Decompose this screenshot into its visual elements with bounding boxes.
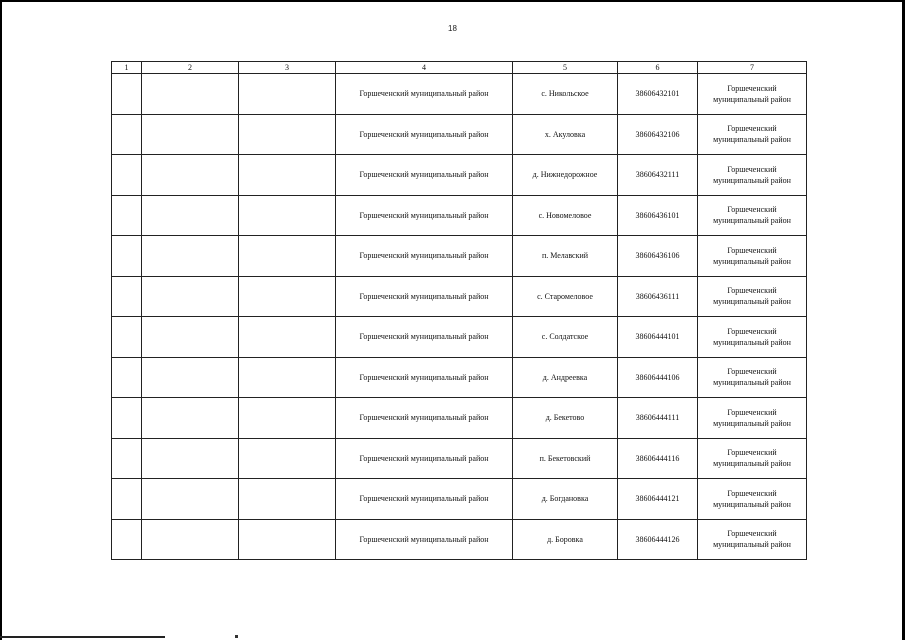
cell-col-3	[239, 155, 336, 196]
cell-oktmo-code: 38606444126	[618, 519, 698, 560]
municipality-line-1: Горшеченский	[727, 124, 777, 134]
cell-district: Горшеченский муниципальный район	[336, 236, 513, 277]
column-header: 5	[513, 62, 618, 74]
cell-col-1	[112, 438, 142, 479]
cell-col-3	[239, 276, 336, 317]
cell-oktmo-code: 38606432101	[618, 74, 698, 115]
cell-col-3	[239, 317, 336, 358]
scan-border-left	[0, 0, 2, 640]
municipality-line-1: Горшеченский	[727, 367, 777, 377]
cell-oktmo-code: 38606436101	[618, 195, 698, 236]
cell-district: Горшеченский муниципальный район	[336, 195, 513, 236]
cell-col-3	[239, 114, 336, 155]
cell-district: Горшеченский муниципальный район	[336, 74, 513, 115]
table-row	[112, 74, 807, 115]
municipality-line-1: Горшеченский	[727, 529, 777, 539]
cell-col-2	[142, 398, 239, 439]
municipality-line-1: Горшеченский	[727, 286, 777, 296]
cell-col-2	[142, 479, 239, 520]
cell-settlement: с. Старомеловое	[513, 276, 618, 317]
cell-col-2	[142, 357, 239, 398]
cell-col-1	[112, 155, 142, 196]
cell-col-3	[239, 357, 336, 398]
cell-col-2	[142, 236, 239, 277]
cell-settlement: с. Солдатское	[513, 317, 618, 358]
cell-oktmo-code: 38606432111	[618, 155, 698, 196]
cell-col-2	[142, 438, 239, 479]
municipality-line-1: Горшеченский	[727, 205, 777, 215]
municipality-line-2: муниципальный район	[713, 297, 791, 307]
municipality-line-2: муниципальный район	[713, 499, 791, 509]
cell-municipality	[698, 357, 807, 398]
table-header-row	[112, 62, 807, 74]
cell-settlement: п. Мелавский	[513, 236, 618, 277]
cell-settlement: с. Никольское	[513, 74, 618, 115]
cell-municipality	[698, 236, 807, 277]
cell-municipality	[698, 519, 807, 560]
cell-district: Горшеченский муниципальный район	[336, 438, 513, 479]
table-row	[112, 114, 807, 155]
cell-district: Горшеченский муниципальный район	[336, 317, 513, 358]
column-header: 2	[142, 62, 239, 74]
cell-col-1	[112, 398, 142, 439]
scan-mark-bottom	[0, 636, 165, 638]
cell-district: Горшеченский муниципальный район	[336, 398, 513, 439]
municipality-line-1: Горшеченский	[727, 83, 777, 93]
municipality-line-2: муниципальный район	[713, 216, 791, 226]
column-header: 4	[336, 62, 513, 74]
table-row	[112, 317, 807, 358]
scan-border-top	[0, 0, 905, 2]
municipality-line-2: муниципальный район	[713, 175, 791, 185]
cell-settlement: п. Бекетовский	[513, 438, 618, 479]
cell-col-2	[142, 519, 239, 560]
cell-municipality	[698, 317, 807, 358]
municipality-line-1: Горшеченский	[727, 448, 777, 458]
cell-col-2	[142, 276, 239, 317]
cell-col-2	[142, 195, 239, 236]
table-row	[112, 155, 807, 196]
cell-col-3	[239, 236, 336, 277]
table-row	[112, 357, 807, 398]
municipality-line-2: муниципальный район	[713, 378, 791, 388]
cell-settlement: д. Бекетово	[513, 398, 618, 439]
settlements-table	[111, 61, 807, 560]
municipality-line-2: муниципальный район	[713, 418, 791, 428]
table-row	[112, 398, 807, 439]
cell-district: Горшеченский муниципальный район	[336, 519, 513, 560]
cell-municipality	[698, 479, 807, 520]
cell-municipality	[698, 114, 807, 155]
cell-col-3	[239, 519, 336, 560]
cell-col-2	[142, 155, 239, 196]
cell-settlement: д. Нижнедорожное	[513, 155, 618, 196]
municipality-line-1: Горшеченский	[727, 164, 777, 174]
column-header: 7	[698, 62, 807, 74]
cell-settlement: д. Боровка	[513, 519, 618, 560]
cell-oktmo-code: 38606444121	[618, 479, 698, 520]
page-number: 18	[448, 24, 457, 33]
municipality-line-2: муниципальный район	[713, 459, 791, 469]
municipality-line-2: муниципальный район	[713, 256, 791, 266]
cell-col-3	[239, 479, 336, 520]
cell-oktmo-code: 38606444106	[618, 357, 698, 398]
cell-settlement: х. Акуловка	[513, 114, 618, 155]
cell-col-1	[112, 74, 142, 115]
column-header: 6	[618, 62, 698, 74]
scan-dot	[235, 635, 238, 638]
cell-municipality	[698, 398, 807, 439]
municipality-line-1: Горшеченский	[727, 326, 777, 336]
cell-col-2	[142, 114, 239, 155]
municipality-line-2: муниципальный район	[713, 94, 791, 104]
cell-settlement: с. Новомеловое	[513, 195, 618, 236]
municipality-line-2: муниципальный район	[713, 135, 791, 145]
cell-district: Горшеченский муниципальный район	[336, 357, 513, 398]
table-row	[112, 195, 807, 236]
cell-settlement: д. Андреевка	[513, 357, 618, 398]
cell-municipality	[698, 155, 807, 196]
cell-col-2	[142, 317, 239, 358]
table-row	[112, 479, 807, 520]
cell-district: Горшеченский муниципальный район	[336, 276, 513, 317]
cell-oktmo-code: 38606444116	[618, 438, 698, 479]
cell-col-1	[112, 317, 142, 358]
cell-col-3	[239, 74, 336, 115]
cell-oktmo-code: 38606444111	[618, 398, 698, 439]
cell-oktmo-code: 38606436106	[618, 236, 698, 277]
cell-oktmo-code: 38606436111	[618, 276, 698, 317]
cell-municipality	[698, 195, 807, 236]
table-row	[112, 519, 807, 560]
cell-col-1	[112, 236, 142, 277]
cell-col-1	[112, 195, 142, 236]
column-header: 1	[112, 62, 142, 74]
cell-col-1	[112, 114, 142, 155]
cell-municipality	[698, 438, 807, 479]
cell-col-2	[142, 74, 239, 115]
table-row	[112, 236, 807, 277]
cell-col-3	[239, 438, 336, 479]
cell-district: Горшеченский муниципальный район	[336, 155, 513, 196]
cell-oktmo-code: 38606444101	[618, 317, 698, 358]
cell-district: Горшеченский муниципальный район	[336, 479, 513, 520]
cell-municipality	[698, 276, 807, 317]
cell-col-1	[112, 357, 142, 398]
municipality-line-1: Горшеченский	[727, 407, 777, 417]
cell-col-1	[112, 479, 142, 520]
cell-oktmo-code: 38606432106	[618, 114, 698, 155]
table-row	[112, 276, 807, 317]
cell-col-3	[239, 195, 336, 236]
cell-municipality	[698, 74, 807, 115]
cell-col-3	[239, 398, 336, 439]
cell-settlement: д. Богдановка	[513, 479, 618, 520]
cell-district: Горшеченский муниципальный район	[336, 114, 513, 155]
municipality-line-2: муниципальный район	[713, 540, 791, 550]
municipality-line-2: муниципальный район	[713, 337, 791, 347]
cell-col-1	[112, 519, 142, 560]
municipality-line-1: Горшеченский	[727, 245, 777, 255]
cell-col-1	[112, 276, 142, 317]
column-header: 3	[239, 62, 336, 74]
municipality-line-1: Горшеченский	[727, 488, 777, 498]
table-row	[112, 438, 807, 479]
